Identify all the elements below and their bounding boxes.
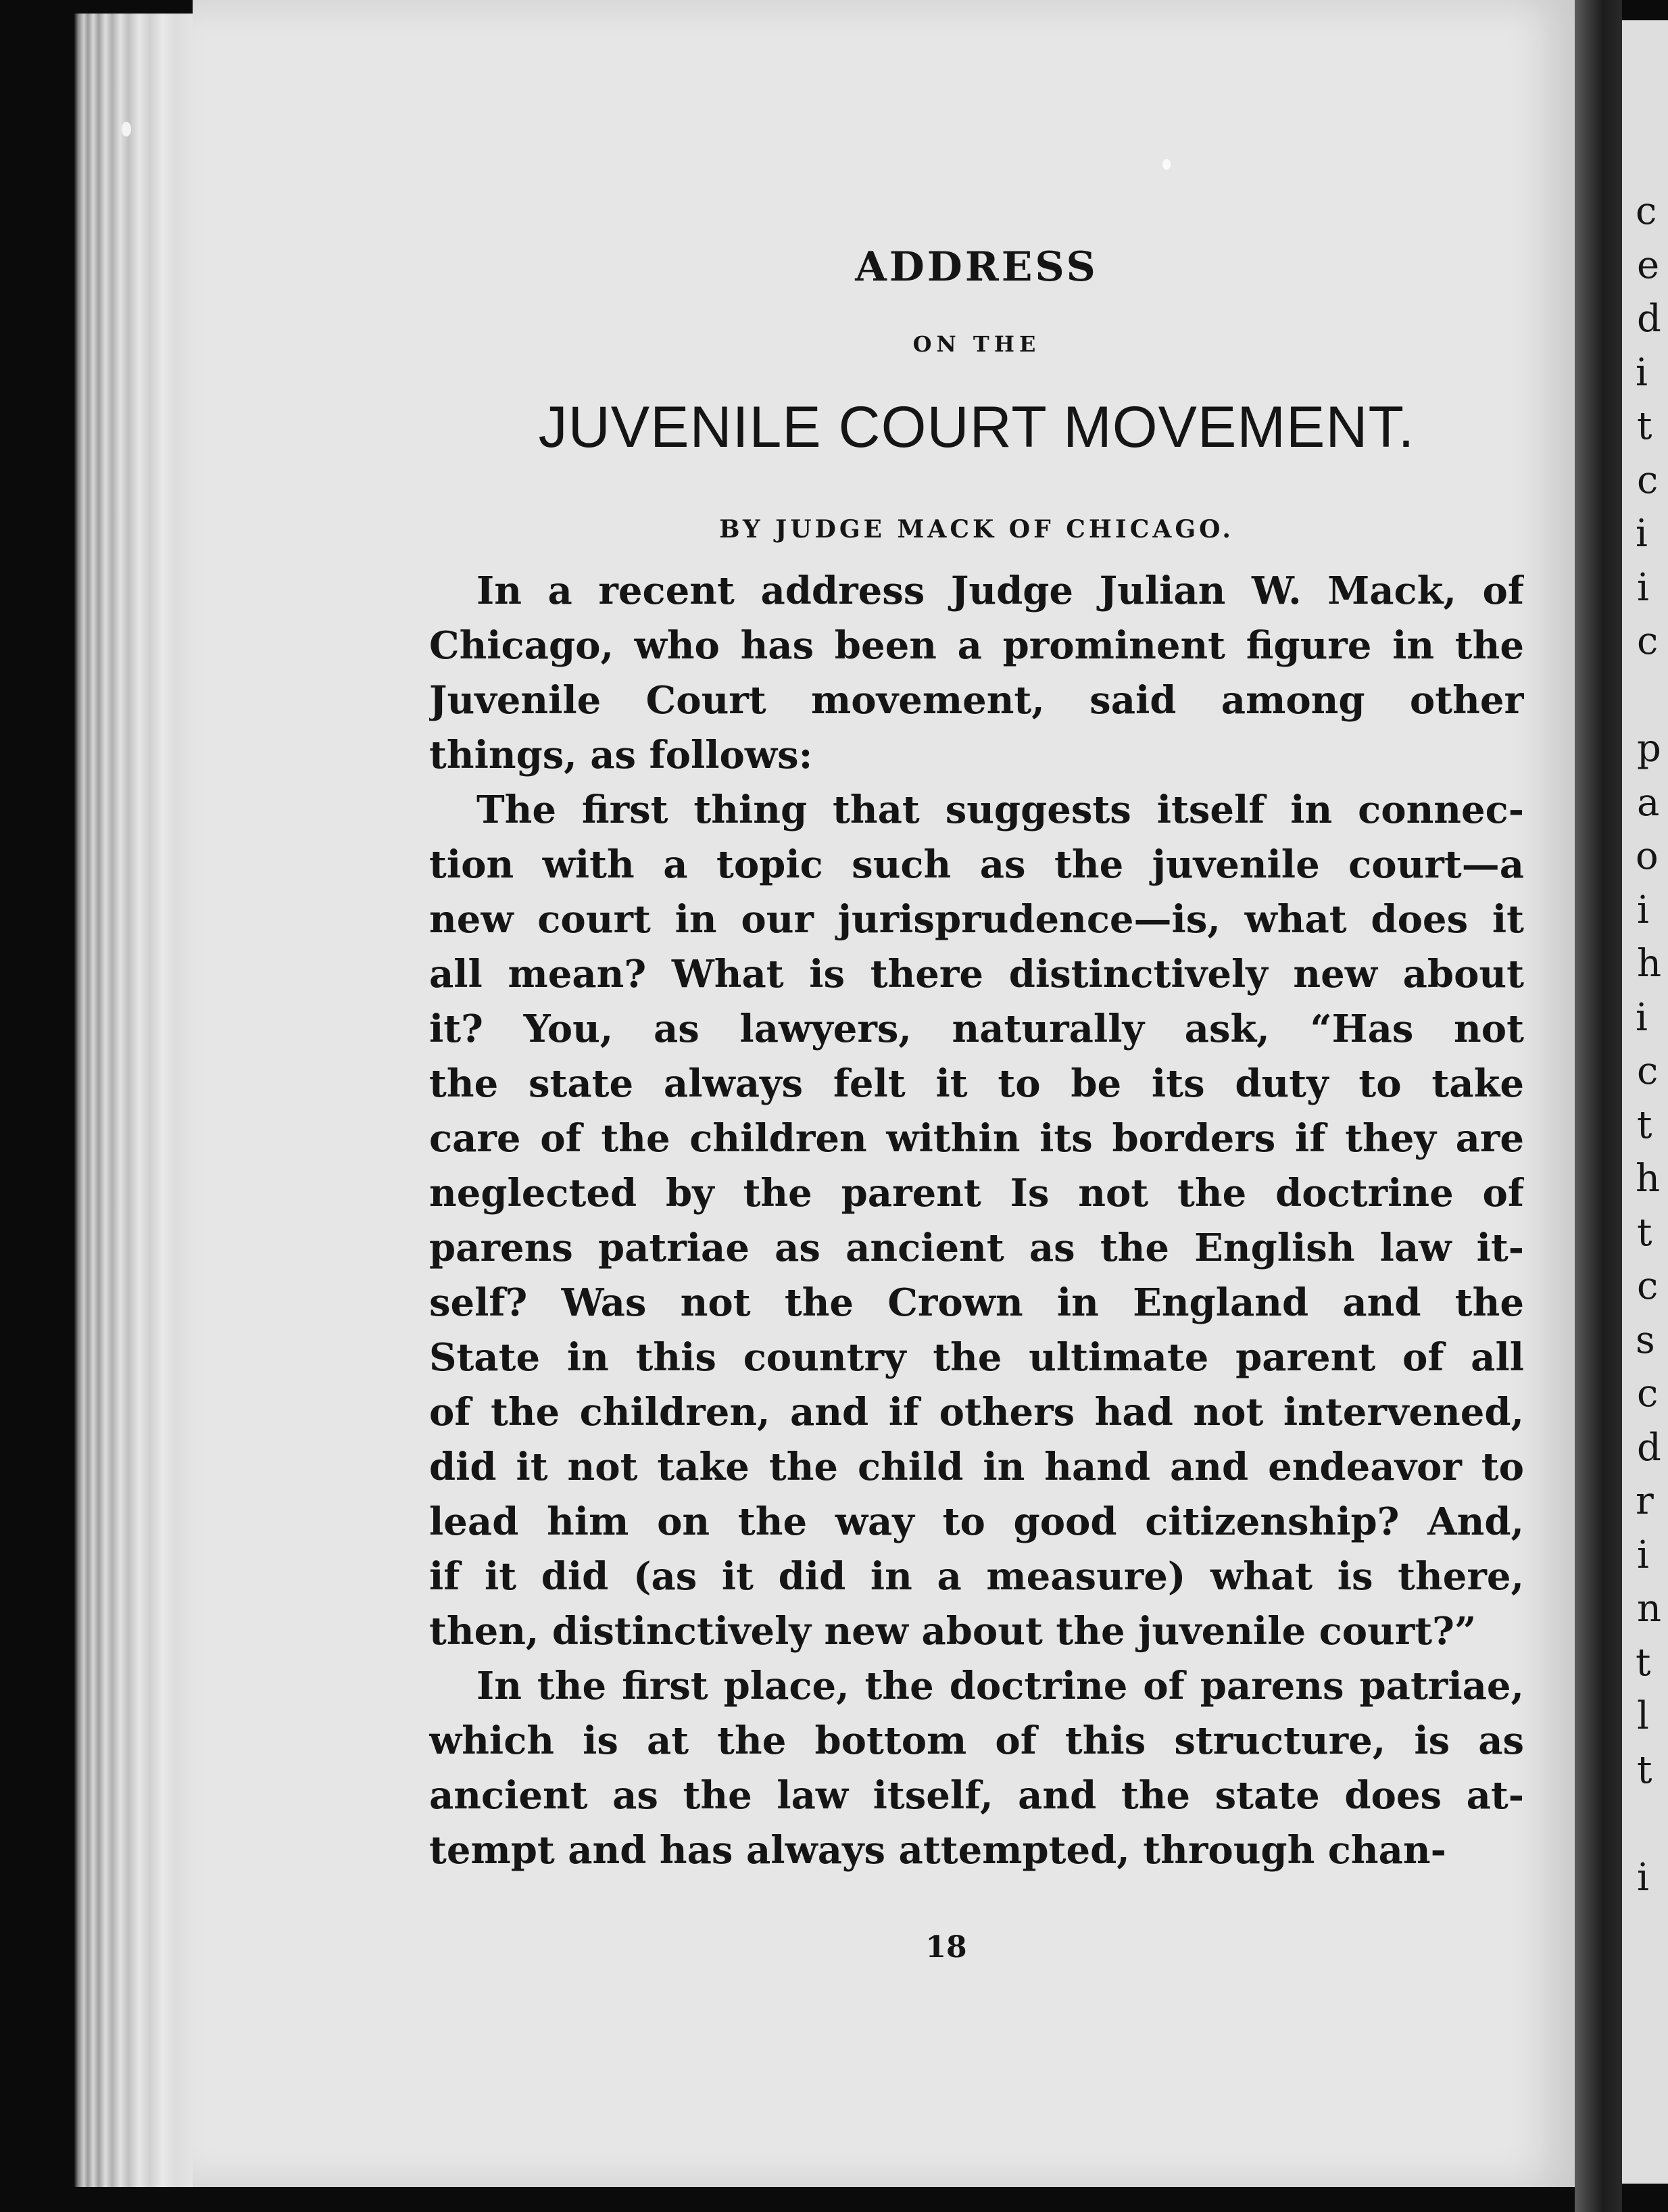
facing-page-letter: c <box>1637 458 1659 502</box>
scan-speck <box>122 122 131 137</box>
text-line: lead him on the way to good citizenship? And, <box>429 1499 1524 1544</box>
facing-page-letter: d <box>1637 1425 1661 1470</box>
heading-address: ADDRESS <box>855 243 1098 291</box>
book-gutter <box>1575 0 1622 2212</box>
text-line: tion with a topic such as the juvenile court—a <box>429 842 1524 887</box>
facing-page-letter: i <box>1636 995 1648 1040</box>
text-line: self? Was not the Crown in England and the <box>429 1280 1524 1325</box>
paragraph <box>429 564 1524 783</box>
page-number: 18 <box>925 1930 967 1965</box>
facing-page-letter: t <box>1636 1640 1651 1685</box>
facing-page-letter: a <box>1637 780 1660 825</box>
facing-page-letter: c <box>1637 1372 1659 1416</box>
text-line: new court in our jurisprudence—is, what does it <box>429 897 1524 942</box>
scan-speck <box>1162 159 1171 170</box>
text-line: In the first place, the doctrine of parens patriae, <box>476 1664 1524 1708</box>
text-line: it? You, as lawyers, naturally ask, “Has not <box>429 1007 1524 1051</box>
facing-page <box>1622 20 1668 2184</box>
text-line: In a recent address Judge Julian W. Mack, of <box>476 569 1524 613</box>
facing-page-letter: c <box>1637 1049 1659 1093</box>
text-line: Chicago, who has been a prominent figure in the <box>429 623 1524 668</box>
text-line: The first thing that suggests itself in connec- <box>476 788 1524 832</box>
paragraph <box>429 1659 1524 1878</box>
text-line: tempt and has always attempted, through chan- <box>429 1828 1446 1873</box>
facing-page-letter: t <box>1637 1748 1652 1792</box>
text-block <box>429 243 1524 1878</box>
byline: BY JUDGE MACK OF CHICAGO. <box>719 515 1234 544</box>
facing-page-letter: n <box>1637 1587 1662 1631</box>
page-title: JUVENILE COURT MOVEMENT. <box>538 395 1415 460</box>
text-line: parens patriae as ancient as the English law it- <box>429 1226 1524 1270</box>
text-line: Juvenile Court movement, said among other <box>429 678 1524 723</box>
facing-page-letter: i <box>1637 1855 1649 1900</box>
facing-page-letter: o <box>1636 834 1659 878</box>
text-line: things, as follows: <box>429 733 813 777</box>
facing-page-letter: t <box>1637 1103 1652 1147</box>
facing-page-letter: r <box>1636 1479 1654 1523</box>
facing-page-letter: s <box>1636 1318 1655 1362</box>
text-line: if it did (as it did in a measure) what is there, <box>429 1554 1524 1599</box>
text-line: all mean? What is there distinctively new about <box>429 952 1524 996</box>
facing-page-letter: t <box>1637 404 1652 448</box>
body-text <box>429 564 1524 1878</box>
text-line: did it not take the child in hand and endeavor to <box>429 1445 1524 1489</box>
facing-page-letter: p <box>1637 727 1661 771</box>
facing-page-letter: c <box>1637 619 1659 663</box>
heading-on-the: ON THE <box>912 331 1041 357</box>
text-line: ancient as the law itself, and the state does at- <box>429 1773 1524 1818</box>
facing-page-letter: c <box>1636 189 1657 233</box>
paragraph <box>429 783 1524 1659</box>
text-line: State in this country the ultimate parent of all <box>429 1335 1524 1380</box>
text-line: of the children, and if others had not intervened, <box>429 1390 1524 1435</box>
facing-page-letter: i <box>1637 1533 1649 1577</box>
facing-page-letter: i <box>1637 888 1649 932</box>
text-line: then, distinctively new about the juvenile court?” <box>429 1609 1477 1654</box>
facing-page-letter: h <box>1637 942 1662 986</box>
facing-page-letter: l <box>1637 1694 1649 1738</box>
text-line: which is at the bottom of this structure, is as <box>429 1718 1524 1763</box>
text-line: care of the children within its borders if they are <box>429 1116 1524 1161</box>
facing-page-letter: d <box>1637 297 1661 341</box>
facing-page-letter: c <box>1637 1264 1659 1308</box>
text-line: neglected by the parent Is not the doctrine of <box>429 1171 1524 1216</box>
text-line: the state always felt it to be its duty to take <box>429 1061 1524 1106</box>
facing-page-letter: i <box>1637 565 1649 610</box>
facing-page-letter: t <box>1637 1210 1652 1255</box>
page-edges <box>74 14 193 2187</box>
facing-page-letter: i <box>1636 350 1648 395</box>
facing-page-letter: h <box>1636 1157 1661 1201</box>
facing-page-letter: e <box>1637 243 1660 287</box>
facing-page-letter: i <box>1636 512 1648 556</box>
